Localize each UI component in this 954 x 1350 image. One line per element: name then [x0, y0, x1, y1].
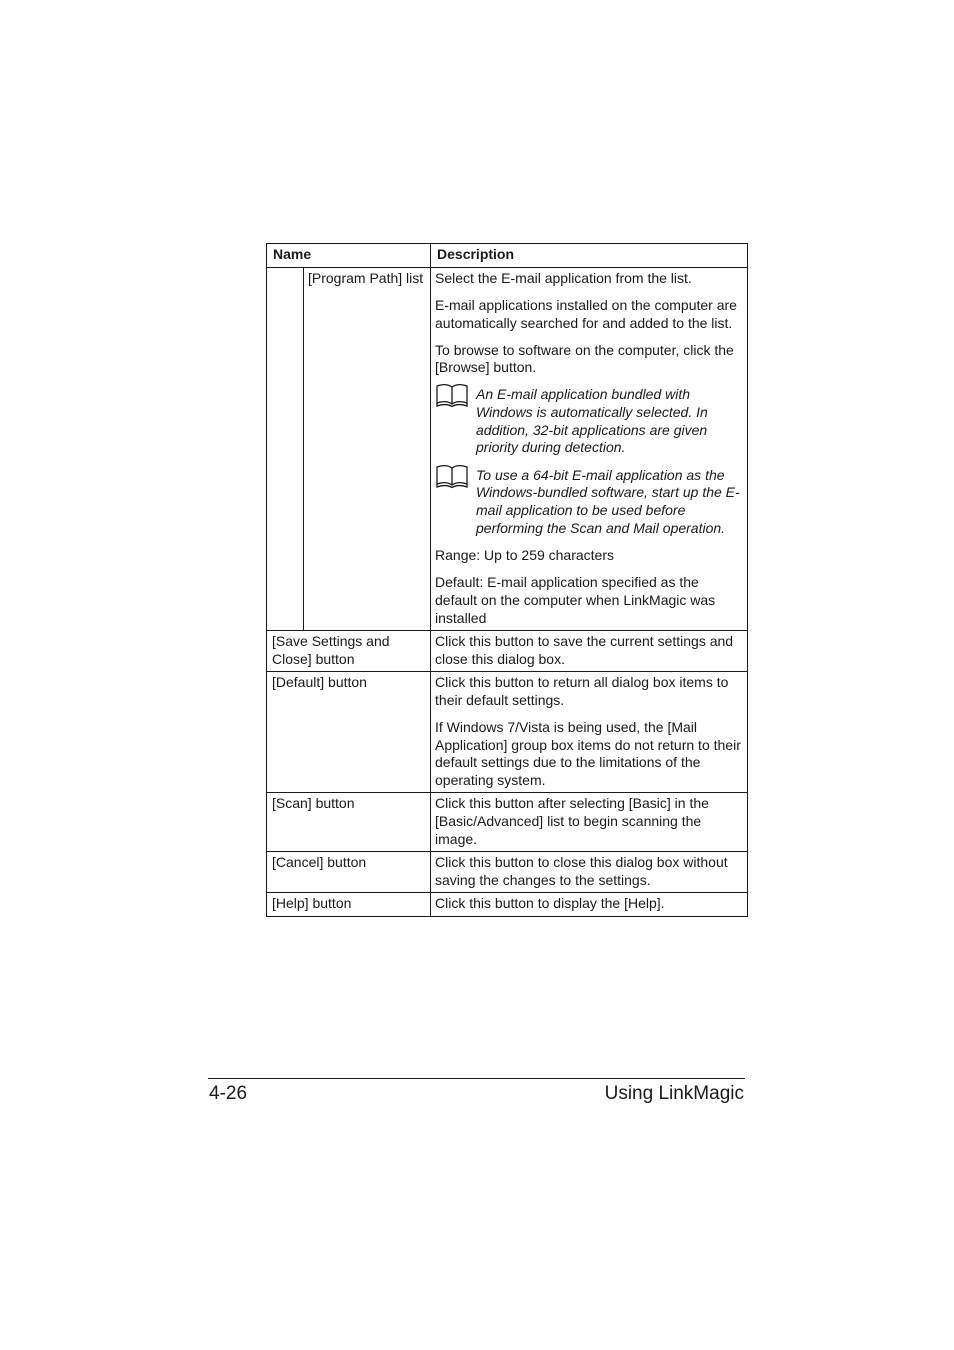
row-name: [Program Path] list: [304, 268, 431, 631]
table-row: [267, 893, 748, 917]
note-text: To use a 64-bit E-mail application as the Windows-bundled software, start up the E-mail application to be used before performing the Scan and Mail operation.: [476, 466, 740, 536]
description-paragraph: Select the E-mail application from the list.: [435, 270, 692, 286]
indent-cell: [267, 268, 304, 631]
description-paragraph: Click this button after selecting [Basic] in the [Basic/Advanced] list to begin scanning the image.: [435, 795, 709, 847]
row-description: [431, 893, 748, 917]
description-paragraph: To browse to software on the computer, click the [Browse] button.: [435, 341, 734, 376]
table-row: [267, 793, 748, 852]
description-paragraph: Click this button to return all dialog box items to their default settings.: [435, 674, 729, 708]
note-text: An E-mail application bundled with Windows is automatically selected. In addition, 32-bit applications are given priority during detection.: [476, 386, 708, 456]
description-table: [266, 243, 748, 917]
description-paragraph: Click this button to display the [Help].: [435, 895, 665, 912]
row-description: [431, 672, 748, 793]
row-description: [431, 268, 748, 631]
description-column-header: Description: [431, 244, 748, 268]
description-paragraph: Range: Up to 259 characters: [435, 547, 615, 564]
table-row: [267, 672, 748, 793]
row-name: [Help] button: [267, 893, 431, 917]
note: [435, 467, 743, 537]
book-icon: [435, 382, 469, 408]
table-header-row: [267, 244, 748, 268]
book-icon: [435, 463, 469, 489]
description-paragraph: Click this button to close this dialog box without saving the changes to the settings.: [435, 854, 728, 888]
description-paragraph: If Windows 7/Vista is being used, the [Mail Application] group box items do not return to their default settings due to the limitations of the operating system.: [435, 718, 741, 788]
table-row: [267, 631, 748, 672]
table-row: [267, 268, 748, 631]
page-number: 4-26: [209, 1083, 248, 1104]
footer-divider: [208, 1078, 745, 1079]
row-name: [Save Settings and Close] button: [267, 631, 431, 672]
name-column-header: Name: [267, 244, 431, 268]
row-description: [431, 852, 748, 893]
footer-section-title: Using LinkMagic: [604, 1083, 744, 1104]
note: [435, 386, 743, 456]
description-paragraph: Default: E-mail application specified as the default on the computer when LinkMagic was installed: [435, 574, 716, 626]
row-name: [Cancel] button: [267, 852, 431, 893]
row-name: [Default] button: [267, 672, 431, 793]
description-paragraph: E-mail applications installed on the computer are automatically searched for and added to the list.: [435, 297, 737, 331]
row-description: [431, 631, 748, 672]
row-name: [Scan] button: [267, 793, 431, 852]
row-description: [431, 793, 748, 852]
description-paragraph: Click this button to save the current settings and close this dialog box.: [435, 633, 734, 667]
table-row: [267, 852, 748, 893]
